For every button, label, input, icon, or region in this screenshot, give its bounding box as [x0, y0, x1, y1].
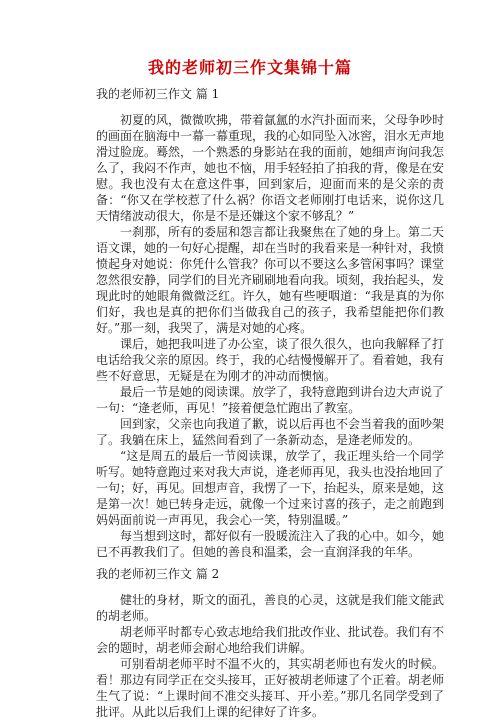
essay-section-2 — [96, 566, 444, 720]
paragraph: 胡老师平时都专心致志地给我们批改作业、批试卷。我们有不会的题时，胡老师会耐心地给我们讲解。 — [96, 625, 445, 655]
essay-section-1 — [96, 86, 444, 560]
paragraph: 每当想到这时，都好似有一股暖流注入了我的心中。如今，她已不再教我们了。但她的善良和温柔，会一直润泽我的年华。 — [96, 529, 445, 559]
paragraph: 课后，她把我叫进了办公室，谈了很久很久，也向我解释了打电话给我父亲的原因。终于，我的心结慢慢解开了。看着她，我有些不好意思，无疑是在为刚才的冲动而懊恼。 — [96, 337, 445, 383]
paragraph: “这是周五的最后一节阅读课，放学了，我正埋头给一个同学听写。她特意跑过来对我大声说，逄老师再见，我头也没抬地回了一句；好，再见。回想声音，我愣了一下，抬起头，原来是她，这是第一次！她已转身走远，就像一个过来讨喜的孩子，走之前跑到妈妈面前说一声再见，我会心一笑，特别温暖。” — [96, 449, 445, 527]
paragraph: 初夏的风，微微吹拂，带着氤氲的水汽扑面而来，父母争吵时的画面在脑海中一幕一幕重现，我的心如同坠入冰窖，泪水无声地滑过脸庞。蓦然，一个熟悉的身影站在我的面前，她细声询问我怎么了，我闷不作声，她也不恼，用手轻轻拍了拍我的背，像是在安慰。我也没有太在意这件事，回到家后，迎面而来的是父亲的责备：“你又在学校惹了什么祸？你语文老师刚打电话来，说你这几天情绪波动很大，你是不是还嫌这个家不够乱？” — [96, 113, 445, 223]
section-heading: 我的老师初三作文 篇 2 — [96, 567, 220, 581]
paragraph: 一刹那，所有的委屈和怨言都让我聚焦在了她的身上。第二天语文课，她的一句好心提醒，却在当时的我看来是一种针对，我愤愤起身对她说：你凭什么管我？你可以不要这么多管闲事吗？课堂忽然很安静，同学们的目光齐刷刷地看向我。顷刻，我抬起头，发现此时的她眼角微微泛红。许久，她有些哽咽道：“我是真的为你们好，我也是真的把你们当做我自己的孩子，我希望能把你们教好。”那一刻，我哭了，满是对她的心疼。 — [96, 225, 445, 335]
paragraph: 回到家，父亲也向我道了歉，说以后再也不会当着我的面吵架了。我躺在床上，猛然间看到了一条新动态，是逄老师发的。 — [96, 417, 445, 447]
document-title: 我的老师初三作文集锦十篇 — [147, 58, 352, 77]
paragraph: 健壮的身材，斯文的面孔，善良的心灵，这就是我们能文能武的胡老师。 — [96, 593, 445, 623]
section-heading: 我的老师初三作文 篇 1 — [96, 87, 220, 101]
paragraph: 可别看胡老师平时不温不火的，其实胡老师也有发火的时候。看！那边有同学正在交头接耳，正好被胡老师逮了个正着。胡老师生气了说：“上课时间不准交头接耳、开小差。”那几名同学受到了批评。从此以后我们上课的纪律好了许多。 — [96, 657, 445, 719]
paragraph: 最后一节是她的阅读课。放学了，我特意跑到讲台边大声说了一句：“逄老师，再见！”接着便急忙跑出了教室。 — [96, 385, 445, 415]
